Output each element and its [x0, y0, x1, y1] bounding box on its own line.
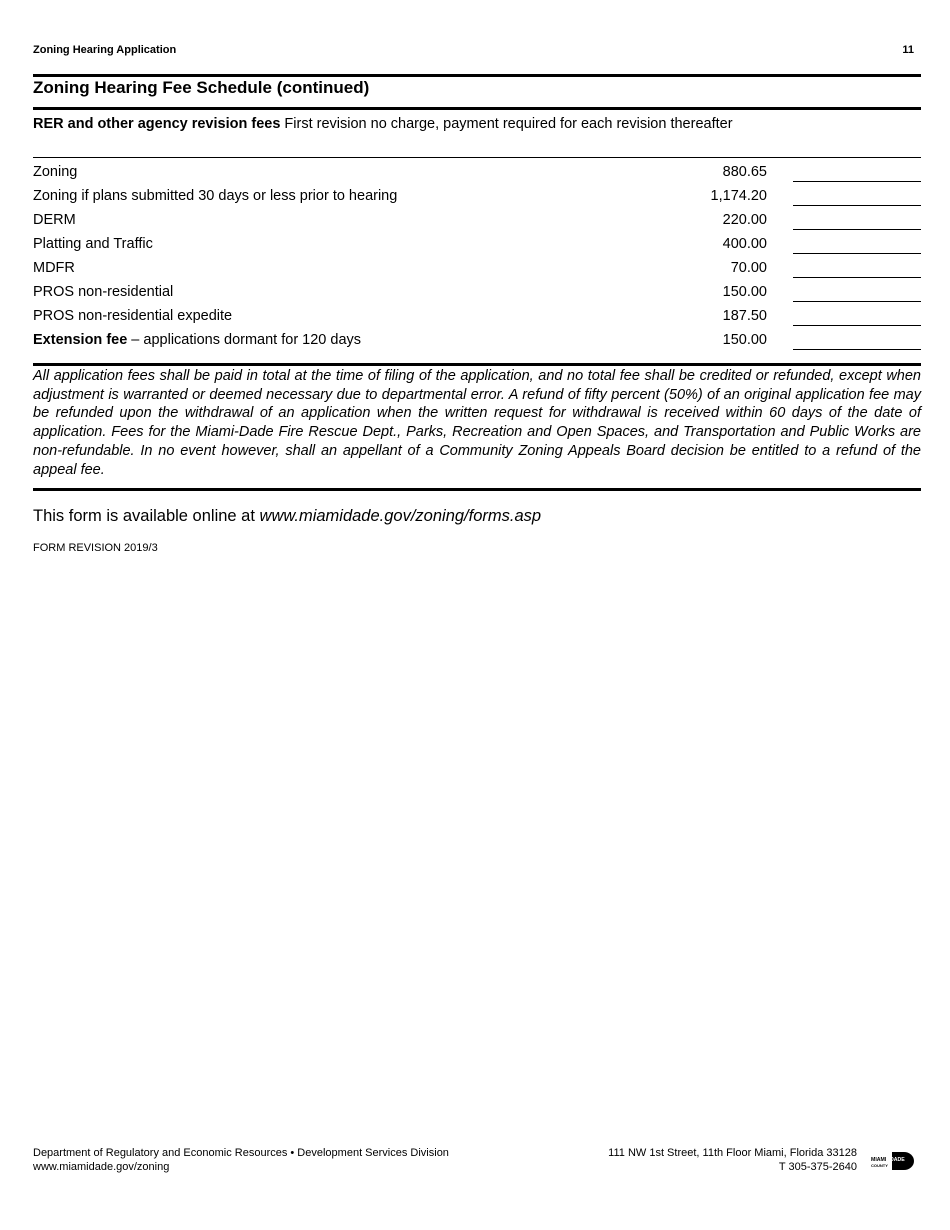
fee-label: Platting and Traffic: [33, 236, 153, 252]
revision-fees-label: RER and other agency revision fees: [33, 116, 281, 132]
footer-right: [608, 1147, 857, 1174]
fee-entry-line[interactable]: [793, 253, 921, 254]
footer-address: 111 NW 1st Street, 11th Floor Miami, Florida 33128: [608, 1147, 857, 1159]
header-divider: [33, 74, 921, 77]
logo-text-county: COUNTY: [871, 1163, 888, 1168]
fee-row: [33, 210, 921, 234]
fee-entry-line[interactable]: [793, 181, 921, 182]
extension-fee-amount: 150.00: [722, 332, 767, 348]
fee-row: [33, 282, 921, 306]
fee-amount: 400.00: [722, 236, 767, 252]
extension-fee-label-group: [33, 332, 361, 348]
fee-entry-line[interactable]: [793, 229, 921, 230]
fee-row: [33, 186, 921, 210]
fee-entry-line[interactable]: [793, 301, 921, 302]
fee-entry-line[interactable]: [793, 349, 921, 350]
revision-fees-note: [33, 116, 733, 132]
table-top-divider: [33, 157, 921, 158]
online-availability-note: [33, 507, 541, 526]
fee-row: [33, 234, 921, 258]
fee-amount: 70.00: [730, 260, 767, 276]
miami-dade-county-logo-icon: [870, 1150, 915, 1172]
fee-disclaimer: All application fees shall be paid in total at the time of filing of the application, and no total fee shall be credited or refunded, except when adjustment is warranted or deemed necessary due to departmental error. A refund of fifty percent (50%) of an original application fee may be refunded upon the withdrawal of an application when the written request for withdrawal is received within 60 days of the date of application. Fees for the Miami-Dade Fire Rescue Dept., Parks, Recreation and Open Spaces, and Transportation and Public Works are non-refundable. In no event however, shall an appellant of a Community Zoning Appeals Board decision be entitled to a refund of the appeal fee.: [33, 368, 921, 478]
fee-amount: 220.00: [722, 212, 767, 228]
fee-label: Zoning: [33, 164, 78, 180]
fee-entry-line[interactable]: [793, 205, 921, 206]
fee-entry-line[interactable]: [793, 325, 921, 326]
fee-amount: 150.00: [722, 284, 767, 300]
form-revision: FORM REVISION 2019/3: [33, 542, 158, 554]
fee-row: [33, 162, 921, 186]
section-title: Zoning Hearing Fee Schedule (continued): [33, 78, 370, 97]
online-prefix: This form is available online at: [33, 507, 260, 525]
page-number: 11: [902, 44, 914, 56]
extension-fee-label: Extension fee: [33, 332, 128, 348]
revision-fees-text: First revision no charge, payment required for each revision thereafter: [280, 116, 733, 132]
footer-website-link[interactable]: www.miamidade.gov/zoning: [33, 1160, 170, 1173]
fee-label: PROS non-residential: [33, 284, 174, 300]
logo-text-miami: MIAMI: [871, 1157, 887, 1163]
extension-fee-row: [33, 330, 921, 354]
fee-table: [33, 162, 921, 354]
extension-fee-description: – applications dormant for 120 days: [127, 332, 362, 348]
fee-label: Zoning if plans submitted 30 days or less prior to hearing: [33, 188, 398, 204]
footer-phone: T 305-375-2640: [778, 1160, 857, 1173]
fee-amount: 1,174.20: [710, 188, 767, 204]
logo-text-dade: DADE: [890, 1157, 905, 1163]
fee-entry-line[interactable]: [793, 277, 921, 278]
fee-label: DERM: [33, 212, 76, 228]
footer-department: Department of Regulatory and Economic Resources • Development Services Division: [33, 1147, 449, 1159]
fee-label: PROS non-residential expedite: [33, 308, 233, 324]
fee-label: MDFR: [33, 260, 75, 276]
document-title: Zoning Hearing Application: [33, 44, 177, 56]
section-divider: [33, 107, 921, 110]
disclaimer-bottom-divider: [33, 488, 921, 491]
page-header: [33, 44, 914, 60]
fee-row: [33, 306, 921, 330]
disclaimer-top-divider: [33, 363, 921, 366]
footer-left: [33, 1147, 449, 1174]
forms-url-link[interactable]: www.miamidade.gov/zoning/forms.asp: [259, 507, 542, 525]
fee-amount: 187.50: [722, 308, 767, 324]
fee-amount: 880.65: [722, 164, 767, 180]
fee-row: [33, 258, 921, 282]
